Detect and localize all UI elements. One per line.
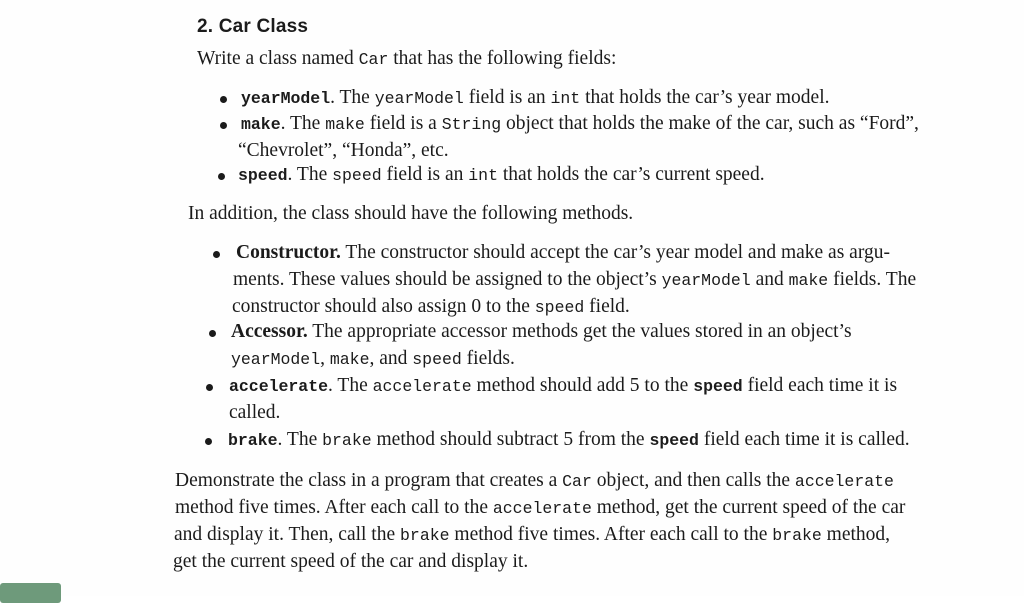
text: fields. The xyxy=(828,269,917,290)
text: field. xyxy=(584,296,630,317)
method-constructor-line-2 xyxy=(233,269,916,291)
method-constructor-line-3 xyxy=(232,296,630,318)
text: method should subtract 5 from the xyxy=(371,429,650,450)
intro-code-car: Car xyxy=(358,50,389,69)
exercise-number: 2. Car xyxy=(197,16,257,37)
code: make xyxy=(788,271,829,290)
method-accessor-line xyxy=(231,321,852,343)
intro-line xyxy=(197,48,616,70)
text: , and xyxy=(369,348,413,369)
code: brake xyxy=(772,526,822,545)
text: field is an xyxy=(381,164,469,185)
text: field is a xyxy=(364,113,442,134)
field-yearmodel-line xyxy=(241,87,830,109)
text: that holds the car’s current speed. xyxy=(498,164,765,185)
demo-line-2 xyxy=(175,497,905,519)
code: make xyxy=(329,350,370,369)
code: int xyxy=(550,89,581,108)
bullet-accelerate xyxy=(206,384,213,391)
text: . The xyxy=(280,113,326,134)
text: , xyxy=(320,348,330,369)
exercise-title xyxy=(197,16,308,38)
method-accessor-line-2 xyxy=(231,348,515,370)
field-name: make xyxy=(241,115,281,134)
text: . The xyxy=(328,375,373,396)
text: field is an xyxy=(463,87,551,108)
text: The appropriate accessor methods get the values stored in an object’s xyxy=(307,321,852,342)
text: ments. These values should be assigned to the object’s xyxy=(233,269,662,290)
text: object that holds the make of the car, such as “Ford”, xyxy=(501,113,919,134)
bullet-speed xyxy=(218,173,225,180)
code: int xyxy=(468,166,498,185)
code: accelerate xyxy=(492,499,592,518)
field-name: speed xyxy=(238,166,288,185)
text: and display it. Then, call the xyxy=(174,524,401,545)
code: speed xyxy=(332,166,382,185)
code: Car xyxy=(562,472,592,491)
text: field each time it is called. xyxy=(698,429,910,450)
text: method, xyxy=(821,524,891,545)
methods-intro: In addition, the class should have the following methods. xyxy=(188,203,634,224)
code: brake xyxy=(400,526,450,545)
text: . The xyxy=(330,87,375,108)
text: “Chevrolet”, “Honda”, etc. xyxy=(238,140,449,161)
intro-text: Write a class named xyxy=(197,48,359,69)
text: field each time it is xyxy=(742,375,898,396)
code: String xyxy=(441,115,502,134)
bullet-constructor xyxy=(213,251,220,258)
text: get the current speed of the car and display it. xyxy=(173,551,529,572)
text: fields. xyxy=(461,348,515,369)
page-tab-decoration xyxy=(0,583,61,603)
method-heading: Accessor. xyxy=(231,321,308,342)
method-heading: brake xyxy=(228,431,278,450)
text: called. xyxy=(229,402,281,423)
code: accelerate xyxy=(372,377,472,396)
field-make-line xyxy=(241,113,919,135)
text: method should add 5 to the xyxy=(471,375,694,396)
method-heading: Constructor. xyxy=(236,242,341,263)
code: yearModel xyxy=(661,271,751,290)
code: brake xyxy=(322,431,372,450)
code: speed xyxy=(412,350,462,369)
method-constructor-line xyxy=(236,242,890,264)
text: . The xyxy=(277,429,323,450)
demo-line-1 xyxy=(175,470,894,492)
field-make-continuation xyxy=(238,140,449,162)
bullet-brake xyxy=(205,438,212,445)
text: Demonstrate the class in a program that creates a xyxy=(175,470,563,491)
text: object, and then calls the xyxy=(591,470,795,491)
field-name: yearModel xyxy=(241,89,331,108)
bullet-accessor xyxy=(209,330,216,337)
bullet-yearmodel xyxy=(220,96,227,103)
text: method five times. After each call to the xyxy=(449,524,773,545)
text: constructor should also assign 0 to the xyxy=(232,296,535,317)
method-heading: accelerate xyxy=(229,377,329,396)
code: speed xyxy=(649,431,699,450)
text: method, get the current speed of the car xyxy=(591,497,906,518)
code: speed xyxy=(534,298,585,317)
code: make xyxy=(325,115,365,134)
code: speed xyxy=(693,377,743,396)
text: . The xyxy=(287,164,333,185)
code: yearModel xyxy=(231,350,321,369)
bullet-make xyxy=(220,122,227,129)
method-accelerate-line-2 xyxy=(229,402,280,424)
demo-line-4 xyxy=(173,551,528,573)
text: and xyxy=(750,269,789,290)
intro-text-end: that has the following fields: xyxy=(388,48,617,69)
field-speed-line xyxy=(238,164,765,186)
method-brake-line xyxy=(228,429,910,451)
code: accelerate xyxy=(794,472,894,491)
method-accelerate-line xyxy=(229,375,897,397)
text: method five times. After each call to the xyxy=(175,497,493,518)
text: that holds the car’s year model. xyxy=(580,87,830,108)
exercise-title-word: Class xyxy=(256,16,309,37)
demo-line-3 xyxy=(174,524,890,546)
text: The constructor should accept the car’s year model and make as argu- xyxy=(340,242,890,263)
code: yearModel xyxy=(374,89,464,108)
